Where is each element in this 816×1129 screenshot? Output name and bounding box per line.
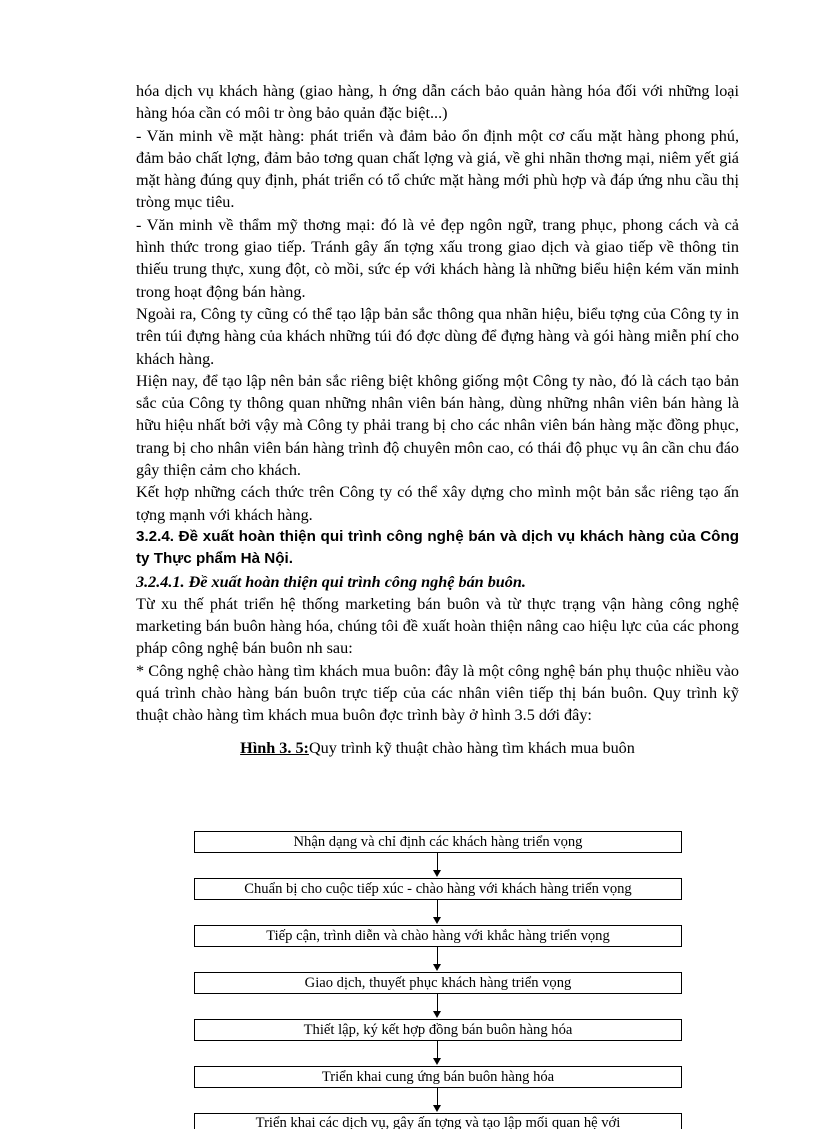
flow-step: Giao dịch, thuyết phục khách hàng triển vọng: [194, 972, 682, 994]
paragraph: Hiện nay, để tạo lập nên bản sắc riêng biệt không giống một Công ty nào, đó là cách tạo bản sắc của Công ty thông quan những nhân viên bán hàng, dùng những nhân viên bán hàng là hữu hiệu nhất bởi vậy mà Công ty phải trang bị cho các nhân viên bán hàng mặc đồng phục, trang bị cho nhân viên bán hàng trình độ chuyên môn cao, có thái độ phục vụ ân cần chu đáo gây thiện cảm cho khách.: [136, 371, 739, 480]
flow-step: Triển khai cung ứng bán buôn hàng hóa: [194, 1066, 682, 1088]
down-arrow-icon: [194, 900, 682, 925]
flow-step: Chuẩn bị cho cuộc tiếp xúc - chào hàng với khách hàng triển vọng: [194, 878, 682, 900]
figure-label: Hình 3. 5:: [240, 738, 309, 757]
paragraph: Kết hợp những cách thức trên Công ty có thể xây dựng cho mình một bản sắc riêng tạo ấn tợng mạnh với khách hàng.: [136, 483, 739, 524]
down-arrow-icon: [194, 994, 682, 1019]
flowchart: [194, 831, 682, 1129]
figure-caption: [136, 737, 739, 759]
down-arrow-icon: [194, 947, 682, 972]
paragraph: - Văn minh về thẩm mỹ thơng mại: đó là vẻ đẹp ngôn ngữ, trang phục, phong cách và cả hình thức trong giao tiếp. Tránh gây ấn tợng xấu trong giao dịch và giao tiếp về thông tin thiếu trung thực, xung đột, cò mồi, sức ép với khách hàng là những biểu hiện kém văn minh trong hoạt động bán hàng.: [136, 215, 739, 301]
section-heading: 3.2.4. Đề xuất hoàn thiện qui trình công nghệ bán và dịch vụ khách hàng của Công ty Thực phẩm Hà Nội.: [136, 527, 739, 568]
figure-title: Quy trình kỹ thuật chào hàng tìm khách mua buôn: [308, 738, 635, 757]
down-arrow-icon: [194, 1041, 682, 1066]
flow-step: Triển khai các dịch vụ, gây ấn tợng và tạo lập mối quan hệ với: [194, 1113, 682, 1129]
flow-step: Tiếp cận, trình diễn và chào hàng với khắc hàng triển vọng: [194, 925, 682, 947]
paragraph: * Công nghệ chào hàng tìm khách mua buôn: đây là một công nghệ bán phụ thuộc nhiều vào quá trình chào hàng bán buôn trực tiếp của các nhân viên tiếp thị bán buôn. Quy trình kỹ thuật chào hàng tìm khách mua buôn đợc trình bày ở hình 3.5 dới đây:: [136, 661, 739, 725]
paragraph: - Văn minh về mặt hàng: phát triển và đảm bảo ổn định một cơ cấu mặt hàng phong phú, đảm bảo chất lợng, đảm bảo tơng quan chất lợng và giá, về ghi nhãn thơng mại, niêm yết giá mặt hàng đúng quy định, phát triển có tổ chức mặt hàng mới phù hợp và đáp ứng nhu cầu thị tròng mục tiêu.: [136, 126, 739, 212]
flow-step: Thiết lập, ký kết hợp đồng bán buôn hàng hóa: [194, 1019, 682, 1041]
paragraph: Ngoài ra, Công ty cũng có thể tạo lập bản sắc thông qua nhãn hiệu, biểu tợng của Công ty in trên túi đựng hàng của khách những túi đó đợc dùng để đựng hàng và gói hàng miễn phí cho khách hàng.: [136, 304, 739, 368]
flow-step: Nhận dạng và chỉ định các khách hàng triển vọng: [194, 831, 682, 853]
document-page: [136, 80, 739, 759]
paragraph: hóa dịch vụ khách hàng (giao hàng, h ớng dẫn cách bảo quản hàng hóa đối với những loại hàng hóa cần có môi tr òng bảo quản đặc biệt...): [136, 82, 739, 123]
down-arrow-icon: [194, 853, 682, 878]
paragraph: Từ xu thế phát triển hệ thống marketing bán buôn và từ thực trạng vận hàng công nghệ marketing bán buôn hàng hóa, chúng tôi đề xuất hoàn thiện nâng cao hiệu lực của các phong pháp công nghệ bán buôn nh sau:: [136, 594, 739, 658]
subsection-heading: 3.2.4.1. Đề xuất hoàn thiện qui trình công nghệ bán buôn.: [136, 572, 526, 591]
down-arrow-icon: [194, 1088, 682, 1113]
